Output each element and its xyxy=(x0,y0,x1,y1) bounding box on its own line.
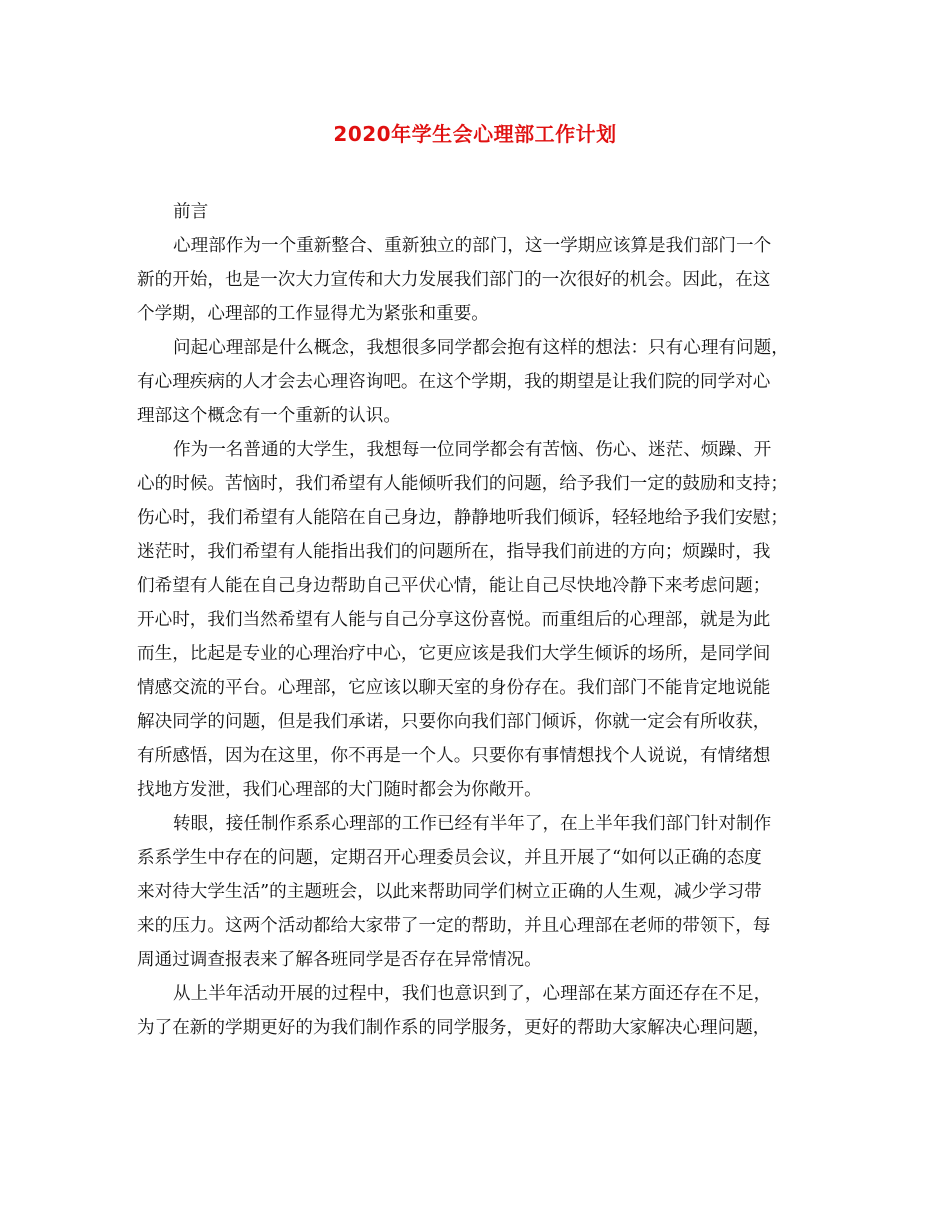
paragraph-line: 而生，比起是专业的心理治疗中心，它更应该是我们大学生倾诉的场所，是同学间 xyxy=(137,644,771,664)
section-heading: 前言 xyxy=(173,202,209,222)
paragraph-line: 作为一名普通的大学生，我想每一位同学都会有苦恼、伤心、迷茫、烦躁、开 xyxy=(173,440,772,460)
paragraph-line: 问起心理部是什么概念，我想很多同学都会抱有这样的想法：只有心理有问题， xyxy=(173,338,789,358)
paragraph-line: 转眼，接任制作系系心理部的工作已经有半年了，在上半年我们部门针对制作 xyxy=(173,814,772,834)
paragraph-line: 周通过调查报表来了解各班同学是否存在异常情况。 xyxy=(137,950,542,970)
paragraph-line: 开心时，我们当然希望有人能与自己分享这份喜悦。而重组后的心理部，就是为此 xyxy=(137,610,771,630)
paragraph-line: 有所感悟，因为在这里，你不再是一个人。只要你有事情想找个人说说，有情绪想 xyxy=(137,746,771,766)
paragraph-line: 迷茫时，我们希望有人能指出我们的问题所在，指导我们前进的方向；烦躁时，我 xyxy=(137,542,771,562)
paragraph-line: 情感交流的平台。心理部，它应该以聊天室的身份存在。我们部门不能肯定地说能 xyxy=(137,678,771,698)
paragraph-line: 新的开始，也是一次大力宣传和大力发展我们部门的一次很好的机会。因此，在这 xyxy=(137,270,771,290)
paragraph-line: 理部这个概念有一个重新的认识。 xyxy=(137,406,401,426)
paragraph-line: 个学期，心理部的工作显得尤为紧张和重要。 xyxy=(137,304,489,324)
paragraph-line: 心的时候。苦恼时，我们希望有人能倾听我们的问题，给予我们一定的鼓励和支持； xyxy=(137,474,788,494)
paragraph-line: 心理部作为一个重新整合、重新独立的部门，这一学期应该算是我们部门一个 xyxy=(173,236,772,256)
document-title: 2020年学生会心理部工作计划 xyxy=(333,122,617,146)
paragraph-line: 们希望有人能在自己身边帮助自己平伏心情，能让自己尽快地冷静下来考虑问题； xyxy=(137,576,771,596)
paragraph-line: 从上半年活动开展的过程中，我们也意识到了，心理部在某方面还存在不足， xyxy=(173,984,772,1004)
paragraph-line: 伤心时，我们希望有人能陪在自己身边，静静地听我们倾诉，轻轻地给予我们安慰； xyxy=(137,508,788,528)
paragraph-line: 系系学生中存在的问题，定期召开心理委员会议，并且开展了“如何以正确的态度 xyxy=(137,848,762,868)
paragraph-line: 来的压力。这两个活动都给大家带了一定的帮助，并且心理部在老师的带领下，每 xyxy=(137,916,771,936)
document-body xyxy=(137,195,817,1045)
paragraph-line: 为了在新的学期更好的为我们制作系的同学服务，更好的帮助大家解决心理问题， xyxy=(137,1018,771,1038)
paragraph-line: 找地方发泄，我们心理部的大门随时都会为你敞开。 xyxy=(137,780,542,800)
paragraph-line: 解决同学的问题，但是我们承诺，只要你向我们部门倾诉，你就一定会有所收获， xyxy=(137,712,771,732)
paragraph-line: 有心理疾病的人才会去心理咨询吧。在这个学期，我的期望是让我们院的同学对心 xyxy=(137,372,771,392)
paragraph-line: 来对待大学生活”的主题班会，以此来帮助同学们树立正确的人生观，减少学习带 xyxy=(137,882,762,902)
